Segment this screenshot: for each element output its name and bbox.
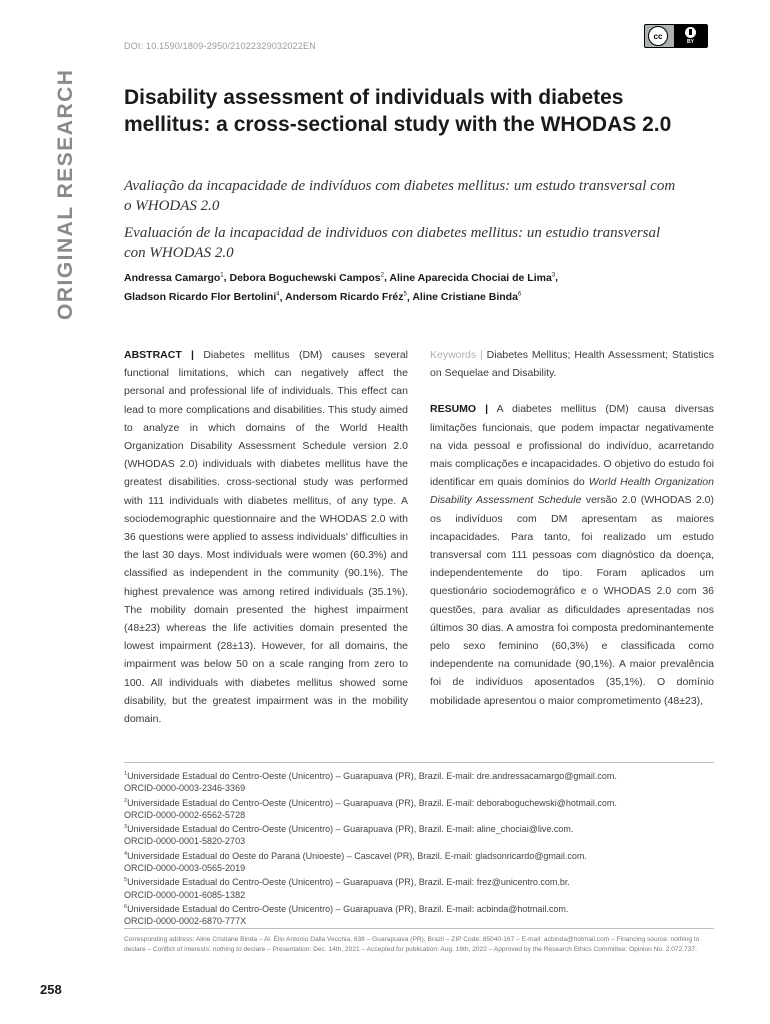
keywords-text: Diabetes Mellitus; Health Assessment; Statistics on Sequelae and Disability.	[430, 349, 714, 380]
author-list: Andressa Camargo$^1$, Debora Boguchewski Campos$^2$, Aline Aparecida Chociai de Lima$^3$, Gladson Ricardo Flor Bertolini$^4$, Andersom Ricardo Fréz$^5$, Aline Cristiane Binda$^6$	[124, 271, 559, 303]
abstract-column	[124, 346, 408, 728]
page-number: 258	[40, 982, 62, 997]
author: Aline Aparecida Chociai de Lima$^3$	[389, 271, 556, 284]
author: Andersom Ricardo Fréz$^5$	[285, 291, 407, 303]
abstract-text: Diabetes mellitus (DM) causes several functional limitations, which can negatively affect the personal and professional life of individuals. This effect can lead to more complications and disabilities. This study aimed to analyze in which domains of the World Health Organization Disability Assessment Schedule version 2.0 (WHODAS 2.0) individuals with diabetes mellitus have the greatest disabilities. cross-sectional study was performed with 111 individuals with diabetes mellitus, of any type. A sociodemographic questionnaire and the WHODAS 2.0 with 36 questions were applied to assess individuals' difficulties in the last 30 days. Most individuals were women (60.3%) and classified as independent in the community (90.1%). The highest prevalence was among retired individuals (35.1%). The mobility domain presented the highest impairment (48±23) whereas the life activities domain presented the lowest impairment (28±13). However, for all domains, the impairment was below 50 on a scale ranging from zero to 100. All individuals with diabetes mellitus showed some disability, but the greatest impairment was in the mobility domain.	[124, 349, 408, 726]
orcid[interactable]: ORCID-0000-0002-6870-777X	[124, 916, 247, 927]
author: Debora Boguchewski Campos$^2$	[229, 271, 384, 284]
article-title-pt: Avaliação da incapacidade de indivíduos com diabetes mellitus: um estudo transversal com o WHODAS 2.0	[124, 178, 676, 214]
article-title-es: Evaluación de la incapacidad de individuos con diabetes mellitus: un estudio transversal con WHODAS 2.0	[124, 225, 661, 261]
orcid[interactable]: ORCID-0000-0001-5820-2703	[124, 836, 246, 847]
orcid[interactable]: ORCID-0000-0001-6085-1382	[124, 889, 246, 900]
attribution-person-icon	[685, 27, 696, 38]
corresponding-address: Corresponding address: Aline Cristiane Binda – Al. Élio Antonio Dalla Vecchia, 838 – Guarapuava (PR), Brazil – ZIP Code: 85040-167 – E-mail: acbinda@hotmail.com – Financing source: nothing to declare – Conflict of interests: nothing to declare – Presentation: Dec. 14th, 2021 – Accepted for publication: Aug. 16th, 2022 – Approved by the Research Ethics Committee: Opinion No. 2.072.737.	[124, 936, 700, 953]
author: Gladson Ricardo Flor Bertolini$^4$	[124, 291, 280, 303]
cc-icon: cc	[648, 26, 668, 46]
resumo-label: RESUMO |	[430, 403, 489, 416]
resumo	[430, 400, 714, 709]
affiliations	[124, 768, 714, 928]
orcid[interactable]: ORCID-0000-0002-6562-5728	[124, 809, 246, 820]
article-type-text: ORIGINAL RESEARCH	[54, 68, 77, 320]
affiliation-line: $^4$Universidade Estadual do Oeste do Paraná (Unioeste) – Cascavel (PR), Brazil. E-mail: gladsonricardo@gmail.com.	[124, 850, 587, 861]
keywords-resumo-column	[430, 346, 714, 710]
footnote-divider	[124, 762, 714, 763]
author: Aline Cristiane Binda$^6$	[412, 291, 522, 303]
by-label: BY	[687, 39, 694, 45]
by-icon	[674, 25, 707, 47]
keywords-label: Keywords |	[430, 349, 483, 361]
resumo-text-1: A diabetes mellitus (DM) causa diversas limitações funcionais, que podem impactar negativamente na vida pessoal e profissional do indivíduo, acarretando mais complicações e incapacidades. O objetivo do estudo foi identificar em quais domínios do	[430, 403, 714, 489]
affiliation-line: $^5$Universidade Estadual do Centro-Oeste (Unicentro) – Guarapuava (PR), Brazil. E-mail: frez@unicentro.com.br.	[124, 877, 570, 888]
affiliation-line: $^2$Universidade Estadual do Centro-Oeste (Unicentro) – Guarapuava (PR), Brazil. E-mail: deboraboguchewski@hotmail.com.	[124, 797, 617, 808]
affiliation-line: $^6$Universidade Estadual do Centro-Oeste (Unicentro) – Guarapuava (PR), Brazil. E-mail: acbinda@hotmail.com.	[124, 903, 569, 914]
article-title: Disability assessment of individuals with diabetes mellitus: a cross-sectional study with the WHODAS 2.0	[124, 86, 672, 136]
abstract-label: ABSTRACT |	[124, 349, 194, 361]
article-type-label	[40, 68, 92, 320]
corresponding-divider	[124, 928, 714, 929]
orcid[interactable]: ORCID-0000-0003-0565-2019	[124, 863, 246, 874]
doi[interactable]: DOI: 10.1590/1809-2950/21022329032022EN	[124, 41, 316, 51]
abstract	[124, 346, 408, 728]
resumo-text-2: versão 2.0 (WHODAS 2.0) os indivíduos com DM apresentam as maiores incapacidades. Para tanto, foi realizado um estudo transversal com 111 pessoas com diagnóstico da doença, independentemente do tipo. Foram aplicados um questionário sociodemográfico e o WHODAS 2.0 com 36 questões, para avaliar as dificuldades apresentadas nos últimos 30 dias. A amostra foi composta predominantemente pelo sexo feminino (60,3%) e classificada como independente na comunidade (90,1%). A maior prevalência foi de indivíduos aposentados (35,1%). O domínio mobilidade apresentou o maior comprometimento (48±23),	[430, 494, 715, 707]
affiliation-line: $^1$Universidade Estadual do Centro-Oeste (Unicentro) – Guarapuava (PR), Brazil. E-mail: dre.andressacamargo@gmail.com.	[124, 771, 617, 781]
resumo-text-italic: World Health Organization Disability Assessment Schedule	[430, 476, 714, 507]
keywords	[430, 346, 714, 382]
affiliation-line: $^3$Universidade Estadual do Centro-Oeste (Unicentro) – Guarapuava (PR), Brazil. E-mail: aline_chociai@live.com.	[124, 824, 574, 835]
orcid[interactable]: ORCID-0000-0003-2346-3369	[124, 783, 246, 794]
author: Andressa Camargo$^1$	[124, 271, 224, 284]
cc-by-license-icon[interactable]	[644, 24, 708, 48]
